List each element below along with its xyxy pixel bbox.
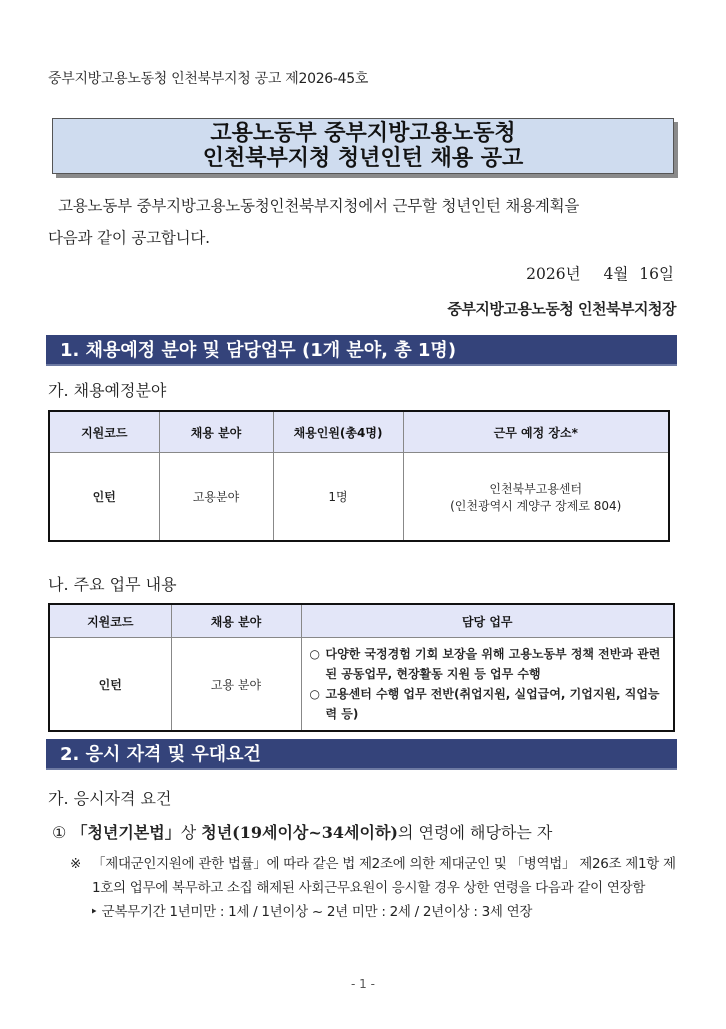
date-year: 2026년 [526, 265, 581, 283]
note-row [70, 852, 682, 900]
col-header-field: 채용 분야 [171, 604, 301, 638]
duty-text: 고용센터 수행 업무 전반(취업지원, 실업급여, 기업지원, 직업능력 등) [325, 687, 660, 721]
age-range: 청년(19세이상~34세이하) [201, 823, 398, 842]
location-name: 인천북부고용센터 [489, 481, 583, 496]
cell-count: 1명 [273, 453, 403, 542]
recruitment-field-table [48, 410, 670, 542]
reference-mark-icon: ※ [70, 856, 82, 872]
cell-field: 고용 분야 [171, 638, 301, 732]
location-address: (인천광역시 계양구 장제로 804) [450, 498, 622, 513]
intro-line-2: 다음과 같이 공고합니다. [48, 229, 210, 247]
table-header-row [49, 604, 674, 638]
col-header-field: 채용 분야 [159, 411, 273, 453]
cell-field: 고용분야 [159, 453, 273, 542]
section-1-sub-a: 가. 채용예정분야 [48, 381, 167, 400]
col-header-code: 지원코드 [49, 604, 171, 638]
section-2-header: 2. 응시 자격 및 우대요건 [46, 739, 677, 770]
duties-table [48, 603, 675, 732]
note-bullet: ‣ 군복무기간 1년미만 : 1세 / 1년이상 ~ 2년 미만 : 2세 / 2년이상 : 3세 연장 [90, 904, 533, 920]
note-text: 「제대군인지원에 관한 법률」에 따라 같은 법 제2조에 의한 제대군인 및 「병역법」 제26조 제1항 제1호의 업무에 복무하고 소집 해제된 사회근무요원이 응시할 경우 상한 연령을 다음과 같이 연장함 [92, 856, 676, 896]
title-line-1: 고용노동부 중부지방고용노동청 [210, 121, 516, 146]
requirement-1 [52, 820, 552, 843]
section-2-sub-a: 가. 응시자격 요건 [48, 789, 172, 808]
cell-code: 인턴 [49, 453, 159, 542]
col-header-duties: 담당 업무 [301, 604, 674, 638]
section-1-header: 1. 채용예정 분야 및 담당업무 (1개 분야, 총 1명) [46, 335, 677, 366]
cell-duties [301, 638, 674, 732]
document-title-box [52, 118, 674, 174]
col-header-location: 근무 예정 장소* [403, 411, 669, 453]
req-text: 상 [180, 823, 202, 842]
req-text-tail: 의 연령에 해당하는 자 [398, 823, 553, 842]
title-line-2: 인천북부지청 청년인턴 채용 공고 [202, 146, 524, 171]
table-row [49, 453, 669, 542]
cell-code: 인턴 [49, 638, 171, 732]
duty-item [310, 684, 666, 724]
table-row [49, 638, 674, 732]
col-header-count: 채용인원(총4명) [273, 411, 403, 453]
intro-paragraph [48, 190, 680, 254]
cell-location [403, 453, 669, 542]
intro-line-1: 고용노동부 중부지방고용노동청인천북부지청에서 근무할 청년인턴 채용계획을 [58, 197, 580, 215]
circled-number-1: ① [52, 823, 67, 842]
duty-item [310, 644, 666, 684]
duty-text: 다양한 국정경험 기회 보장을 위해 고용노동부 정책 전반과 관련된 공동업무, 현장활동 지원 등 업무 수행 [325, 647, 661, 681]
circle-bullet-icon: ○ [309, 687, 320, 701]
notice-number: 중부지방고용노동청 인천북부지청 공고 제2026-45호 [48, 71, 369, 87]
section-1-sub-b: 나. 주요 업무 내용 [48, 575, 177, 594]
veteran-note [70, 852, 682, 924]
table-header-row [49, 411, 669, 453]
law-name: 「청년기본법」 [71, 823, 181, 842]
circle-bullet-icon: ○ [309, 647, 320, 661]
page-number: - 1 - [351, 977, 375, 991]
date-day: 16일 [639, 265, 674, 283]
signatory: 중부지방고용노동청 인천북부지청장 [447, 300, 676, 318]
date-month: 4월 [603, 265, 629, 283]
col-header-code: 지원코드 [49, 411, 159, 453]
announcement-date [520, 262, 674, 284]
